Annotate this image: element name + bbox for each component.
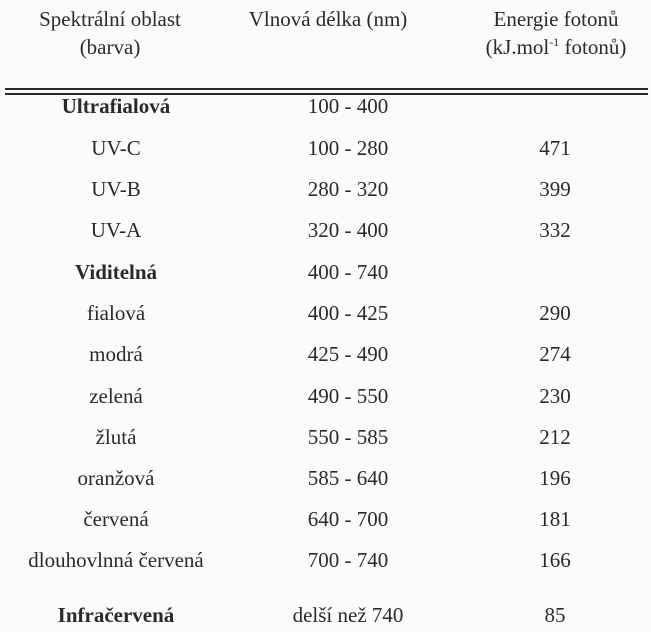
wavelength-cell: delší než 740 [292,603,404,627]
wavelength-cell: 640 - 700 [307,507,389,531]
energy-cell: 399 [539,177,571,201]
table-row [0,502,651,536]
header-spectral-region-line1: Spektrální oblast [39,7,181,31]
header-wavelength: Vlnová délka (nm) [248,7,408,31]
energy-cell: 196 [539,466,571,490]
header-spectral-region-line2: (barva) [79,35,141,59]
table-row [0,337,651,371]
region-cell: Viditelná [74,260,158,284]
energy-cell: 332 [539,218,571,242]
table-row [0,461,651,495]
wavelength-cell: 490 - 550 [307,384,389,408]
header-spectral-region [0,5,220,61]
region-cell: žlutá [95,425,137,449]
header-photon-energy-line2 [468,33,644,61]
header-photon-energy [468,5,644,61]
energy-cell: 85 [544,603,566,627]
table-row [0,598,651,632]
region-cell: zelená [89,384,143,408]
energy-cell: 166 [539,548,571,572]
table-row [0,213,651,247]
wavelength-cell: 700 - 740 [307,548,389,572]
wavelength-cell: 585 - 640 [307,466,389,490]
region-cell: oranžová [77,466,155,490]
wavelength-cell: 425 - 490 [307,342,389,366]
table-row [0,379,651,413]
unit-suffix: fotonů) [559,35,627,59]
wavelength-cell: 100 - 280 [307,136,389,160]
table-row [0,89,651,123]
energy-cell: 212 [539,425,571,449]
table-row [0,296,651,330]
energy-cell: 290 [539,301,571,325]
header-photon-energy-line1: Energie fotonů [493,7,619,31]
unit-prefix: (kJ.mol [485,35,550,59]
region-cell: UV-B [91,177,141,201]
wavelength-cell: 400 - 425 [307,301,389,325]
energy-cell: 471 [539,136,571,160]
wavelength-cell: 400 - 740 [307,260,389,284]
region-cell: červená [83,507,149,531]
table-row [0,131,651,165]
region-cell: UV-C [91,136,141,160]
region-cell: Infračervená [57,603,175,627]
region-cell: fialová [86,301,146,325]
region-cell: dlouhovlnná červená [28,548,204,572]
energy-cell: 230 [539,384,571,408]
table-row [0,420,651,454]
wavelength-cell: 280 - 320 [307,177,389,201]
energy-cell: 181 [539,507,571,531]
wavelength-cell: 320 - 400 [307,218,389,242]
table-row [0,543,651,577]
wavelength-cell: 550 - 585 [307,425,389,449]
wavelength-cell: 100 - 400 [307,94,389,118]
table-row [0,255,651,289]
region-cell: Ultrafialová [61,94,171,118]
energy-cell: 274 [539,342,571,366]
table-row [0,172,651,206]
region-cell: modrá [89,342,143,366]
unit-exponent: -1 [549,35,560,49]
region-cell: UV-A [90,218,142,242]
